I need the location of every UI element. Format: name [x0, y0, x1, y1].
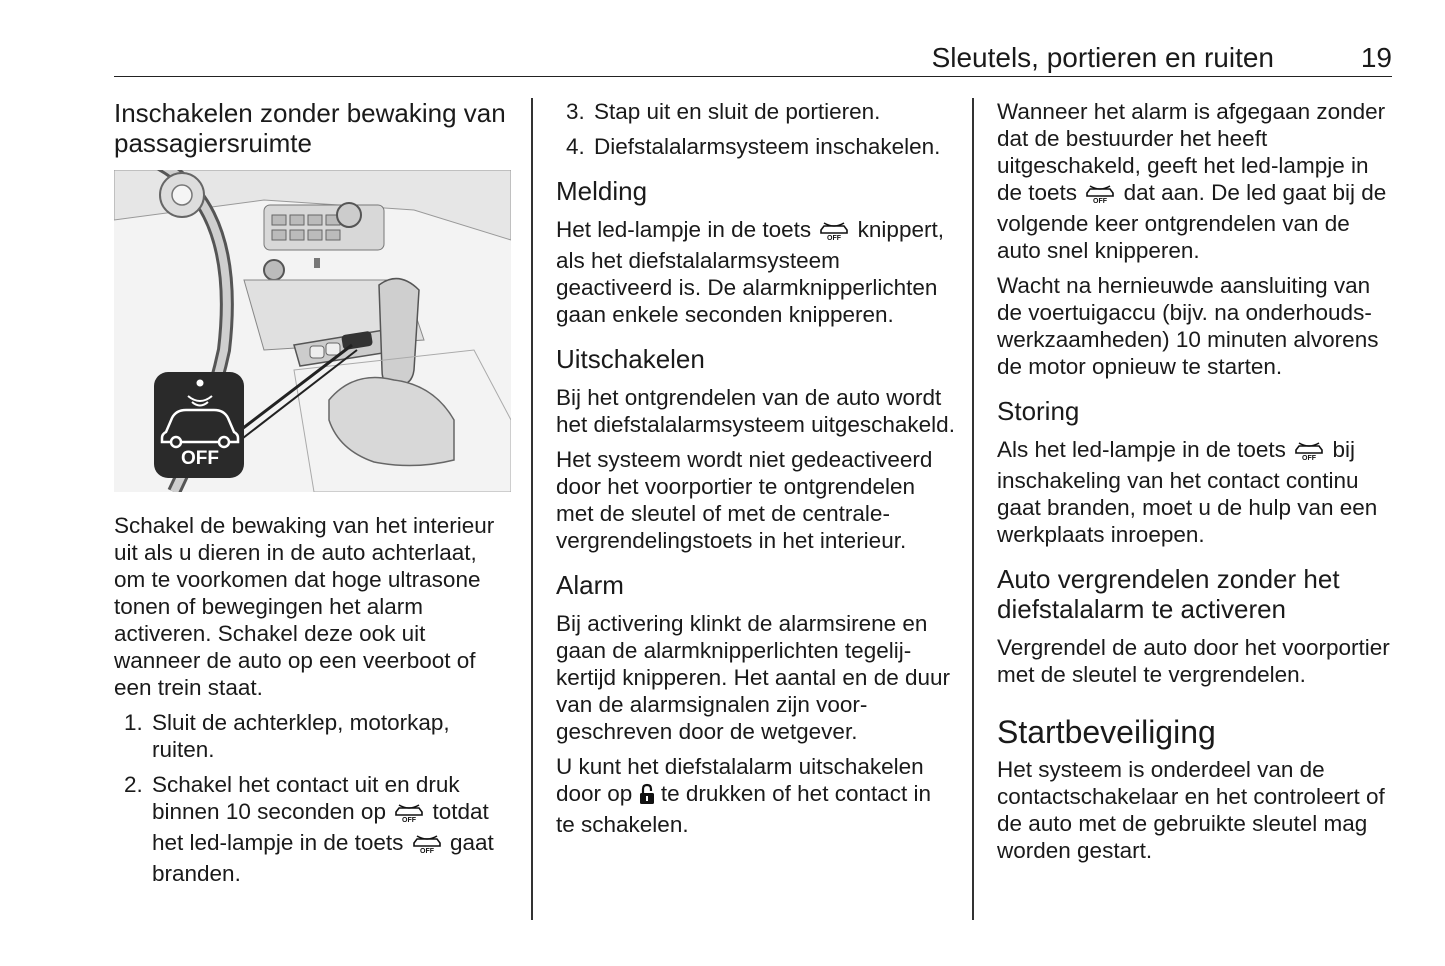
- svg-text:OFF: OFF: [1093, 198, 1108, 204]
- section-heading: Auto vergrendelen zonder het diefstalalarm te activeren: [997, 564, 1340, 624]
- chapter-title: Sleutels, portieren en ruiten: [931, 42, 1274, 73]
- lock-icon: [639, 783, 655, 811]
- svg-text:OFF: OFF: [402, 817, 417, 823]
- column-divider: [531, 98, 533, 920]
- column-middle: [556, 98, 956, 846]
- paragraph: Het systeem wordt niet gedeactiveerd door het voorportier te ontgrendelen met de sleutel of met de centralevergrendelingstoets in het interieur.: [556, 447, 933, 553]
- paragraph: Bij activering klinkt de alarmsirene en gaan de alarmknipperlichten tegelijkertijd knipperen. Het aantal en de duur van de alarmsignalen zijn voorgeschreven door de wetgever.: [556, 611, 951, 744]
- svg-text:OFF: OFF: [827, 235, 842, 241]
- column-right: [997, 98, 1397, 872]
- paragraph: Wacht na hernieuwde aansluiting van de voertuigaccu (bijv. na onderhoudswerkzaamheden) 10 minuten alvorens de motor opnieuw te starten.: [997, 273, 1379, 379]
- paragraph: Bij het ontgrendelen van de auto wordt het diefstalalarmsysteem uitgeschakeld.: [556, 385, 955, 437]
- car-alarm-off-icon: [392, 799, 426, 829]
- list-item: 1. Sluit de achterklep, motorkap, ruiten.: [124, 710, 450, 762]
- paragraph: Schakel de bewaking van het interieur uit als u dieren in de auto achterlaat, om te voorkomen dat hoge ultrasone tonen of bewegingen het alarm activeren. Schakel deze ook uit wanneer de auto op een veerboot of een trein staat.: [114, 513, 495, 700]
- chapter-heading: Startbeveiliging: [997, 714, 1216, 750]
- page-number: 19: [1360, 42, 1392, 73]
- svg-text:OFF: OFF: [1302, 455, 1317, 461]
- off-badge-label: OFF: [181, 448, 219, 469]
- list-item: 2. Schakel het contact uit en druk binnen 10 seconden op OFF totdat het led-lampje in de toets OFF gaat branden.: [124, 772, 494, 886]
- interior-illustration: [114, 170, 511, 492]
- section-heading: Uitschakelen: [556, 344, 705, 374]
- column-divider: [972, 98, 974, 920]
- car-alarm-off-icon: [817, 217, 851, 247]
- paragraph: U kunt het diefstalalarm uitschakelen door op te drukken of het contact in te schakelen.: [556, 754, 932, 837]
- paragraph: Wanneer het alarm is afgegaan zonder dat de bestuurder het heeft uitgeschakeld, geeft het led-lampje in de toets OFF dat aan. De led gaat bij de volgende keer ontgrendelen van de auto snel knipperen.: [997, 99, 1387, 263]
- paragraph: Het led-lampje in de toets OFF knippert, als het diefstalalarmsysteem geactiveerd is. De alarmknipperlichten gaan enkele seconden knipperen.: [556, 217, 944, 327]
- svg-text:OFF: OFF: [419, 848, 434, 854]
- column-left: [114, 98, 514, 895]
- steps-list: [114, 709, 514, 887]
- section-heading: Melding: [556, 176, 648, 206]
- car-alarm-off-icon: [410, 830, 444, 860]
- list-item: 3. Stap uit en sluit de portieren.: [566, 99, 881, 124]
- section-heading: Inschakelen zonder bewaking van passagiersruimte: [114, 98, 506, 158]
- center-console-illustration: [114, 170, 511, 492]
- car-alarm-off-icon: [1292, 437, 1326, 467]
- section-heading: Alarm: [556, 570, 624, 600]
- paragraph: Het systeem is onderdeel van de contactschakelaar en het controleert of de auto met de gebruikte sleutel mag worden gestart.: [997, 757, 1385, 863]
- section-heading: Storing: [997, 396, 1080, 426]
- paragraph: Als het led-lampje in de toets OFF bij inschakeling van het contact continu gaat branden, moet u de hulp van een werkplaats inroepen.: [997, 437, 1378, 547]
- page-header: [114, 38, 1392, 77]
- paragraph: Vergrendel de auto door het voorportier met de sleutel te vergrendelen.: [997, 635, 1390, 687]
- car-alarm-off-icon: [1083, 180, 1117, 210]
- list-item: 4. Diefstalalarmsysteem inschakelen.: [566, 134, 941, 159]
- steps-list: [556, 98, 956, 160]
